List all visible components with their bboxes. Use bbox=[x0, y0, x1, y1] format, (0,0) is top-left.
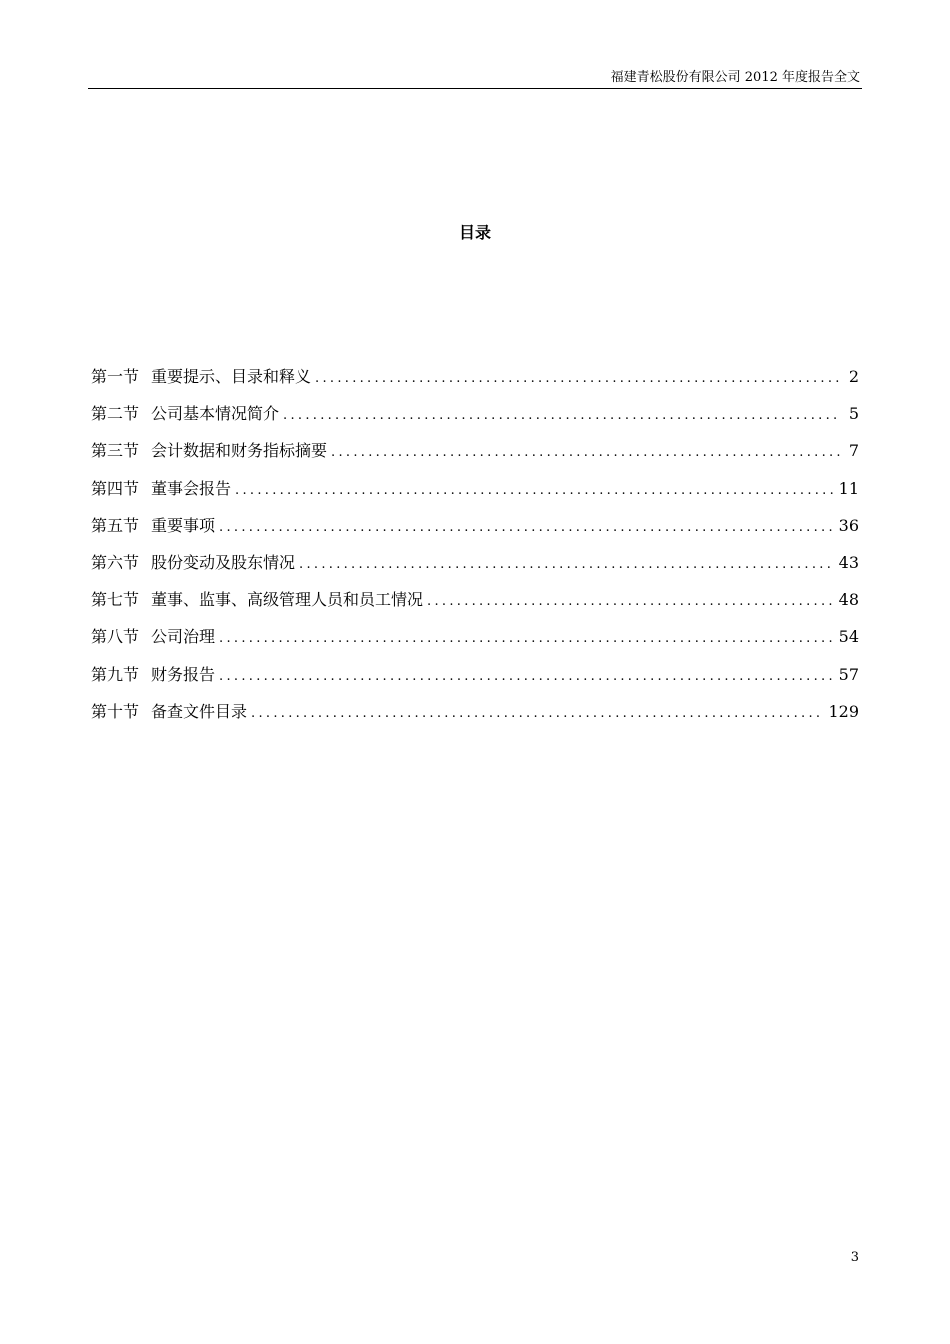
toc-section-number: 第六节 bbox=[91, 552, 140, 572]
page-header bbox=[88, 62, 862, 89]
toc-entry[interactable] bbox=[91, 662, 859, 699]
toc-section-label: 公司治理 bbox=[151, 627, 216, 647]
toc-section-label: 董事会报告 bbox=[151, 478, 232, 498]
toc-page-number: 57 bbox=[838, 664, 859, 684]
toc-page-number: 54 bbox=[838, 627, 859, 647]
toc-section-label: 重要事项 bbox=[151, 515, 216, 535]
toc-leader-dots bbox=[427, 594, 835, 609]
toc-section-number: 第三节 bbox=[91, 441, 140, 461]
toc-leader-dots bbox=[235, 483, 835, 498]
toc-entry[interactable] bbox=[91, 624, 859, 661]
toc-section-number: 第九节 bbox=[91, 664, 140, 684]
toc-leader-dots bbox=[315, 371, 841, 386]
toc-section-number: 第七节 bbox=[91, 590, 140, 610]
toc-page-number: 129 bbox=[828, 701, 859, 721]
toc-section-label: 备查文件目录 bbox=[151, 701, 248, 721]
toc-entry[interactable] bbox=[91, 587, 859, 624]
toc-entry[interactable] bbox=[91, 438, 859, 475]
toc-page-number: 7 bbox=[848, 441, 859, 461]
toc-section-number: 第十节 bbox=[91, 701, 140, 721]
toc-leader-dots bbox=[219, 520, 835, 535]
toc-leader-dots bbox=[283, 408, 841, 423]
toc-leader-dots bbox=[331, 445, 841, 460]
toc-leader-dots bbox=[299, 557, 835, 572]
toc-section-label: 重要提示、目录和释义 bbox=[151, 367, 312, 386]
header-title: 福建青松股份有限公司 2012 年度报告全文 bbox=[610, 70, 860, 85]
toc-section-label: 财务报告 bbox=[151, 664, 216, 684]
toc-page-number: 43 bbox=[838, 552, 859, 572]
toc-entry[interactable] bbox=[91, 476, 859, 513]
toc-section-label: 会计数据和财务指标摘要 bbox=[151, 441, 328, 461]
toc-entry[interactable] bbox=[91, 364, 859, 401]
toc-page-number: 5 bbox=[848, 404, 859, 424]
toc-page-number: 48 bbox=[838, 590, 859, 610]
toc-leader-dots bbox=[219, 631, 835, 646]
toc-page-number: 2 bbox=[848, 367, 859, 386]
toc-entry[interactable] bbox=[91, 699, 859, 736]
toc-section-number: 第四节 bbox=[91, 478, 140, 498]
table-of-contents bbox=[91, 364, 859, 736]
toc-section-label: 董事、监事、高级管理人员和员工情况 bbox=[151, 590, 424, 610]
toc-entry[interactable] bbox=[91, 401, 859, 438]
toc-page-number: 11 bbox=[838, 478, 859, 498]
toc-page-number: 36 bbox=[838, 515, 859, 535]
toc-section-number: 第八节 bbox=[91, 627, 140, 647]
toc-section-number: 第五节 bbox=[91, 515, 140, 535]
toc-section-label: 公司基本情况简介 bbox=[151, 404, 280, 424]
toc-leader-dots bbox=[251, 706, 824, 721]
toc-section-label: 股份变动及股东情况 bbox=[151, 552, 296, 572]
toc-leader-dots bbox=[219, 669, 835, 684]
toc-section-number: 第一节 bbox=[91, 367, 140, 386]
toc-entry[interactable] bbox=[91, 550, 859, 587]
toc-entry[interactable] bbox=[91, 513, 859, 550]
toc-title: 目录 bbox=[458, 223, 491, 242]
toc-section-number: 第二节 bbox=[91, 404, 140, 424]
footer-page-number: 3 bbox=[850, 1250, 859, 1265]
